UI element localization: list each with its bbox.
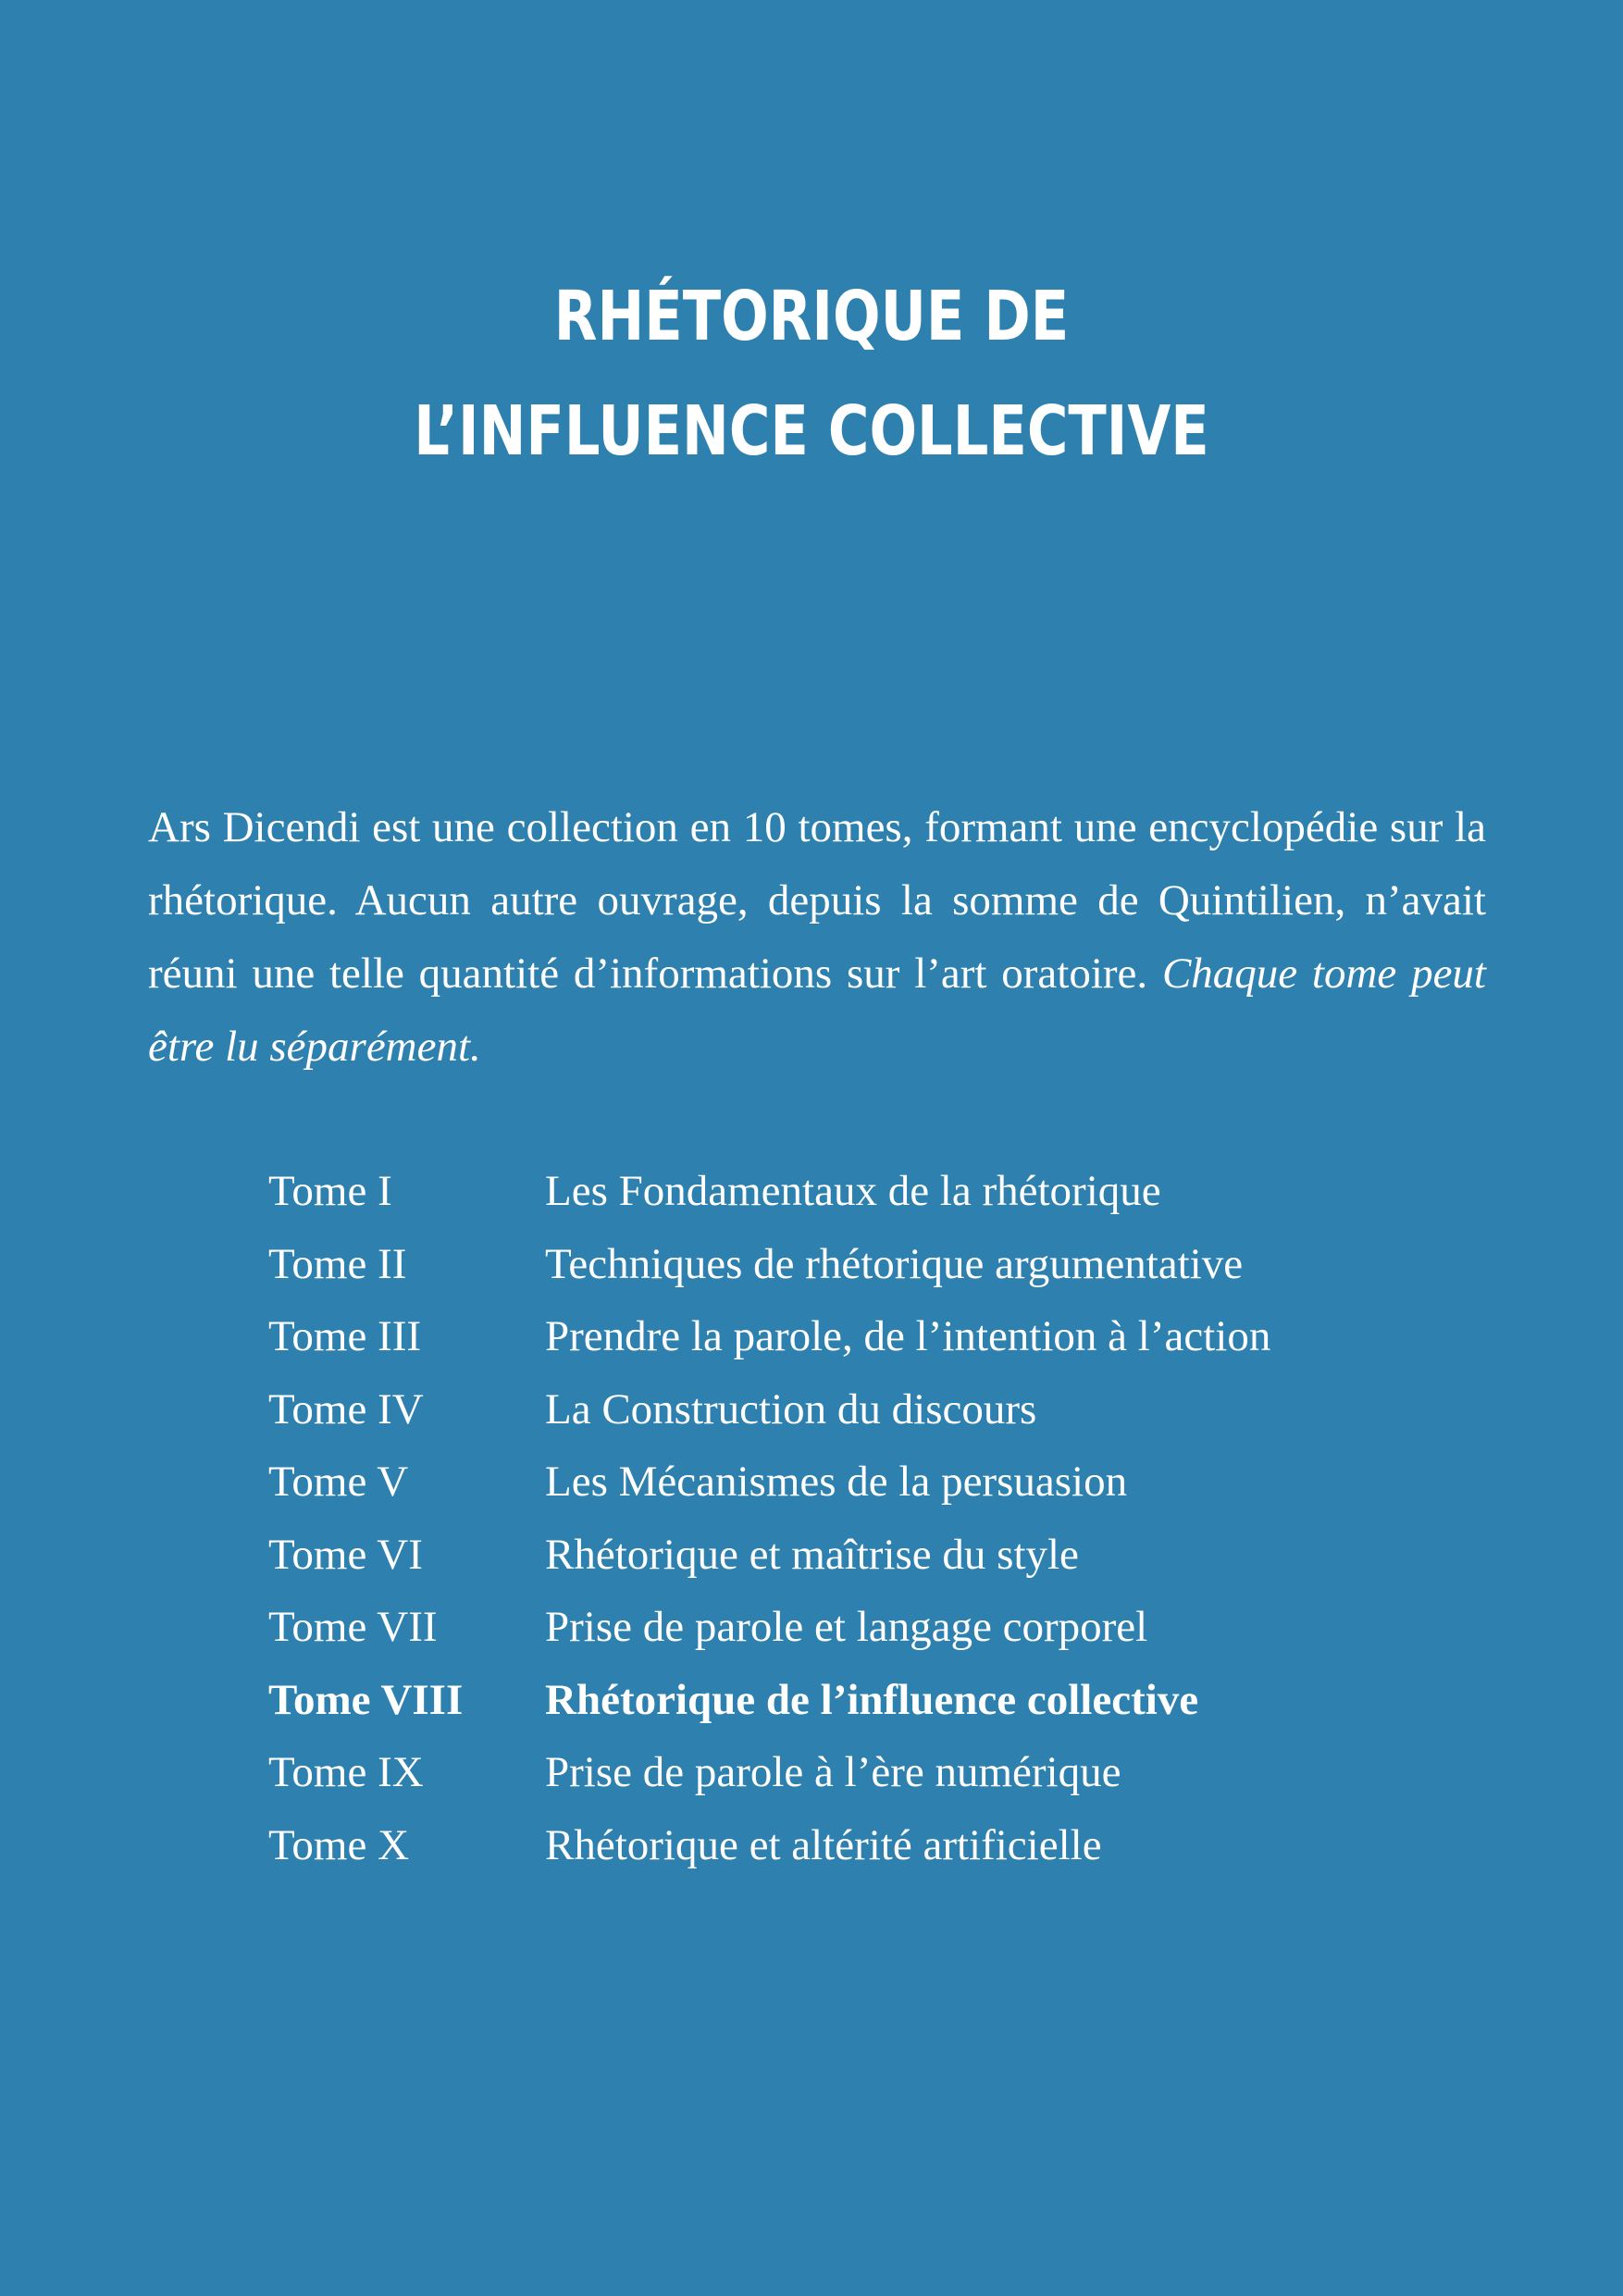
volume-row bbox=[268, 1155, 1471, 1228]
volume-row bbox=[268, 1591, 1471, 1664]
volume-row bbox=[268, 1228, 1471, 1301]
volume-number: Tome IV bbox=[268, 1384, 424, 1433]
volume-row bbox=[268, 1519, 1471, 1592]
volume-title: Techniques de rhétorique argumentative bbox=[545, 1239, 1244, 1288]
volume-number: Tome VI bbox=[268, 1530, 423, 1579]
volume-number: Tome IX bbox=[268, 1748, 424, 1796]
page-title bbox=[146, 259, 1477, 489]
volume-title: Prise de parole à l’ère numérique bbox=[545, 1748, 1121, 1796]
volume-title: Rhétorique de l’influence collective bbox=[545, 1675, 1199, 1724]
intro-italic-text: Chaque tome peut être lu séparément. bbox=[148, 949, 1486, 1071]
volume-number: Tome X bbox=[268, 1820, 410, 1869]
volume-title: La Construction du discours bbox=[545, 1384, 1037, 1433]
volume-number: Tome II bbox=[268, 1239, 407, 1288]
intro-paragraph bbox=[148, 791, 1486, 1084]
volume-row bbox=[268, 1736, 1471, 1809]
volume-number: Tome VIII bbox=[268, 1675, 464, 1724]
volume-title: Les Fondamentaux de la rhétorique bbox=[545, 1167, 1161, 1215]
volume-number: Tome I bbox=[268, 1167, 392, 1215]
volume-title: Rhétorique et maîtrise du style bbox=[545, 1530, 1079, 1579]
volume-row-current bbox=[268, 1664, 1471, 1737]
title-line-1: RHÉTORIQUE DE bbox=[553, 277, 1070, 356]
volume-list bbox=[268, 1155, 1471, 1881]
volume-row bbox=[268, 1446, 1471, 1519]
volume-number: Tome V bbox=[268, 1458, 409, 1506]
volume-title: Rhétorique et altérité artificielle bbox=[545, 1820, 1102, 1869]
volume-title: Les Mécanismes de la persuasion bbox=[545, 1458, 1128, 1506]
volume-number: Tome III bbox=[268, 1312, 422, 1360]
volume-row bbox=[268, 1373, 1471, 1446]
title-line-2: L’INFLUENCE COLLECTIVE bbox=[414, 391, 1209, 471]
intro-text: Ars Dicendi est une collection en 10 tomes, formant une encyclopédie sur la rhétorique. Aucun autre ouvrage, depuis la somme de Quintilien, n’avait réuni une telle quantité d’informations sur l’art oratoire. bbox=[148, 803, 1486, 998]
volume-title: Prendre la parole, de l’intention à l’action bbox=[545, 1312, 1271, 1360]
volume-row bbox=[268, 1300, 1471, 1373]
volume-title: Prise de parole et langage corporel bbox=[545, 1603, 1148, 1651]
volume-row bbox=[268, 1809, 1471, 1882]
volume-number: Tome VII bbox=[268, 1603, 438, 1651]
